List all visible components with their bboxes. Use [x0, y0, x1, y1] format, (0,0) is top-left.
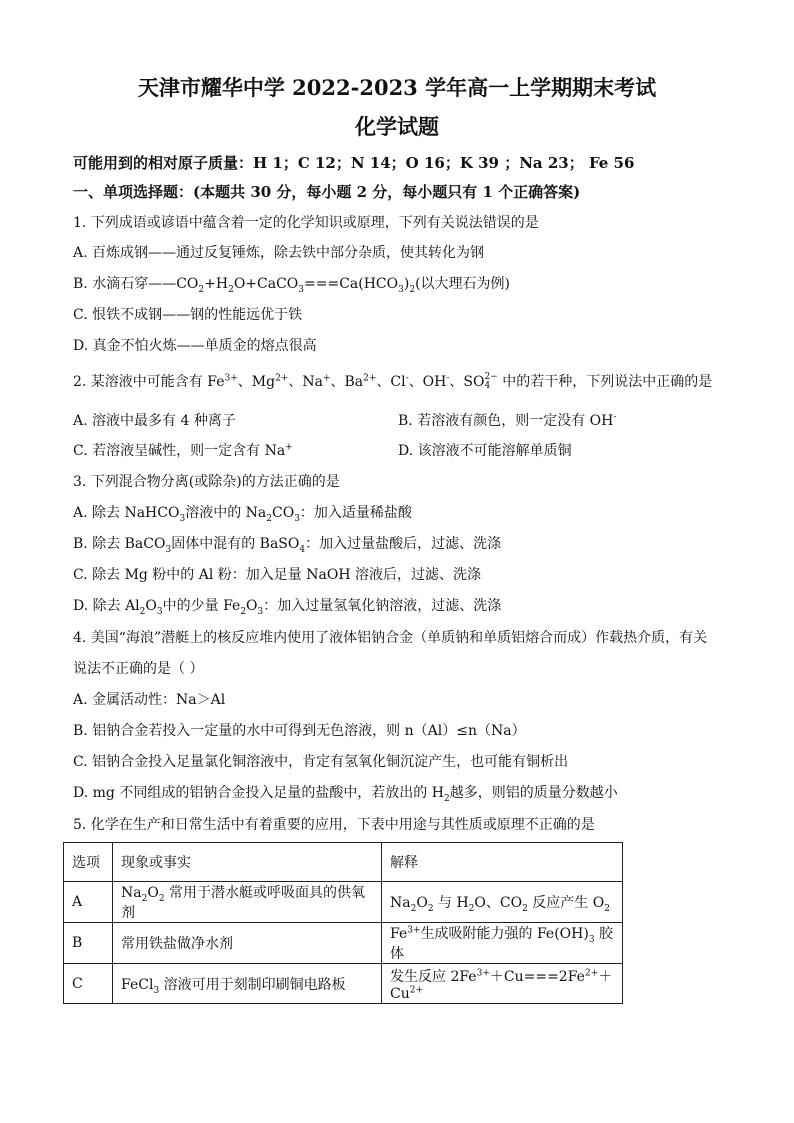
row-option: A — [64, 882, 113, 923]
exam-title: 天津市耀华中学 2022-2023 学年高一上学期期末考试 — [137, 75, 657, 100]
q2-option-d: D. 该溶液不可能溶解单质铜 — [398, 443, 572, 459]
row-explanation: $Fe^{3+}$生成吸附能力强的 $Fe(OH)_3$ 胶体 — [382, 923, 623, 964]
q2-option-b: B. 若溶液有颜色，则一定没有 OH- — [398, 412, 617, 429]
q2-stem: 2. 某溶液中可能含有 $Fe^{3+}$、$Mg^{2+}$、Na+、$Ba^{2+}$、Cl-、OH-、SO 2− 4 中的若干种，下列说法中正确的是 — [73, 372, 713, 391]
table-row — [64, 882, 623, 923]
row-fact: FeCl$_3$ 溶液可用于刻制印刷铜电路板 — [113, 964, 382, 1004]
row-option: B — [64, 923, 113, 964]
q4-option-b: B. 铝钠合金若投入一定量的水中可得到无色溶液，则 n（Al）≤n（Na） — [73, 723, 526, 739]
q3-option-a: A. 除去 NaHCO$_3$溶液中的 $Na_2CO_3$：加入适量稀盐酸 — [73, 505, 412, 524]
atomic-masses: 可能用到的相对原子质量：H 1；C 12；N 14；O 16；K 39 ；Na 23； Fe 56 — [73, 154, 635, 172]
section-heading: 一、单项选择题：(本题共 30 分，每小题 2 分，每小题只有 1 个正确答案) — [73, 183, 581, 201]
row-option: C — [64, 964, 113, 1004]
row-explanation: 发生反应 $2Fe^{3+}+Cu===2Fe^{2+}+Cu^{2+}$ — [382, 964, 623, 1004]
q3-stem: 3. 下列混合物分离(或除杂)的方法正确的是 — [73, 474, 340, 490]
q4-option-d: D. mg 不同组成的铝钠合金投入足量的盐酸中，若放出的 $H_2$越多，则铝的质量分数越小 — [73, 785, 618, 804]
q2-option-c: C. 若溶液呈碱性，则一定含有 Na+ — [73, 442, 293, 459]
q1-option-d: D. 真金不怕火炼——单质金的熔点很高 — [73, 338, 317, 354]
q1-option-b: B. 水滴石穿$——CO_2+H_2O+CaCO_3===Ca(HCO_3)_2$(以大理石为例) — [73, 276, 511, 295]
q4-option-a: A. 金属活动性：Na＞Al — [73, 692, 226, 708]
row-fact: $Na_2O_2$ 常用于潜水艇或呼吸面具的供氧剂 — [113, 882, 382, 923]
q3-option-d: D. 除去 $Al_2O_3$中的少量 $Fe_2O_3$：加入过量氢氧化钠溶液，过滤、洗涤 — [73, 598, 502, 617]
row-fact: 常用铁盐做净水剂 — [113, 923, 382, 964]
q5-stem: 5. 化学在生产和日常生活中有着重要的应用，下表中用途与其性质或原理不正确的是 — [73, 817, 595, 833]
header-option: 选项 — [64, 843, 113, 882]
table-row — [64, 964, 623, 1004]
q2-option-a: A. 溶液中最多有 4 种离子 — [73, 413, 236, 429]
header-explanation: 解释 — [382, 843, 623, 882]
q1-option-c: C. 恨铁不成钢——钢的性能远优于铁 — [73, 307, 303, 323]
q1-stem: 1. 下列成语或谚语中蕴含着一定的化学知识或原理，下列有关说法错误的是 — [73, 215, 539, 231]
q3-option-c: C. 除去 Mg 粉中的 Al 粉：加入足量 NaOH 溶液后，过滤、洗涤 — [73, 567, 481, 583]
q4-stem-line1: 4. 美国“海浪”潜艇上的核反应堆内使用了液体铝钠合金（单质钠和单质铝熔合而成）作载热介质，有关 — [73, 630, 708, 646]
row-explanation: $Na_2O_2$ 与 $H_2O$、$CO_2$ 反应产生 $O_2$ — [382, 882, 623, 923]
q5-table — [63, 842, 623, 1004]
exam-subtitle: 化学试题 — [355, 114, 439, 139]
table-header-row — [64, 843, 623, 882]
q4-stem-line2: 说法不正确的是（ ） — [73, 661, 204, 677]
q1-option-a: A. 百炼成钢——通过反复锤炼，除去铁中部分杂质，使其转化为钢 — [73, 245, 485, 261]
table-row — [64, 923, 623, 964]
q4-option-c: C. 铝钠合金投入足量氯化铜溶液中，肯定有氢氧化铜沉淀产生，也可能有铜析出 — [73, 754, 569, 770]
q3-option-b: B. 除去 BaCO$_3$固体中混有的 BaSO$_4$：加入过量盐酸后，过滤、洗涤 — [73, 536, 502, 555]
header-fact: 现象或事实 — [113, 843, 382, 882]
